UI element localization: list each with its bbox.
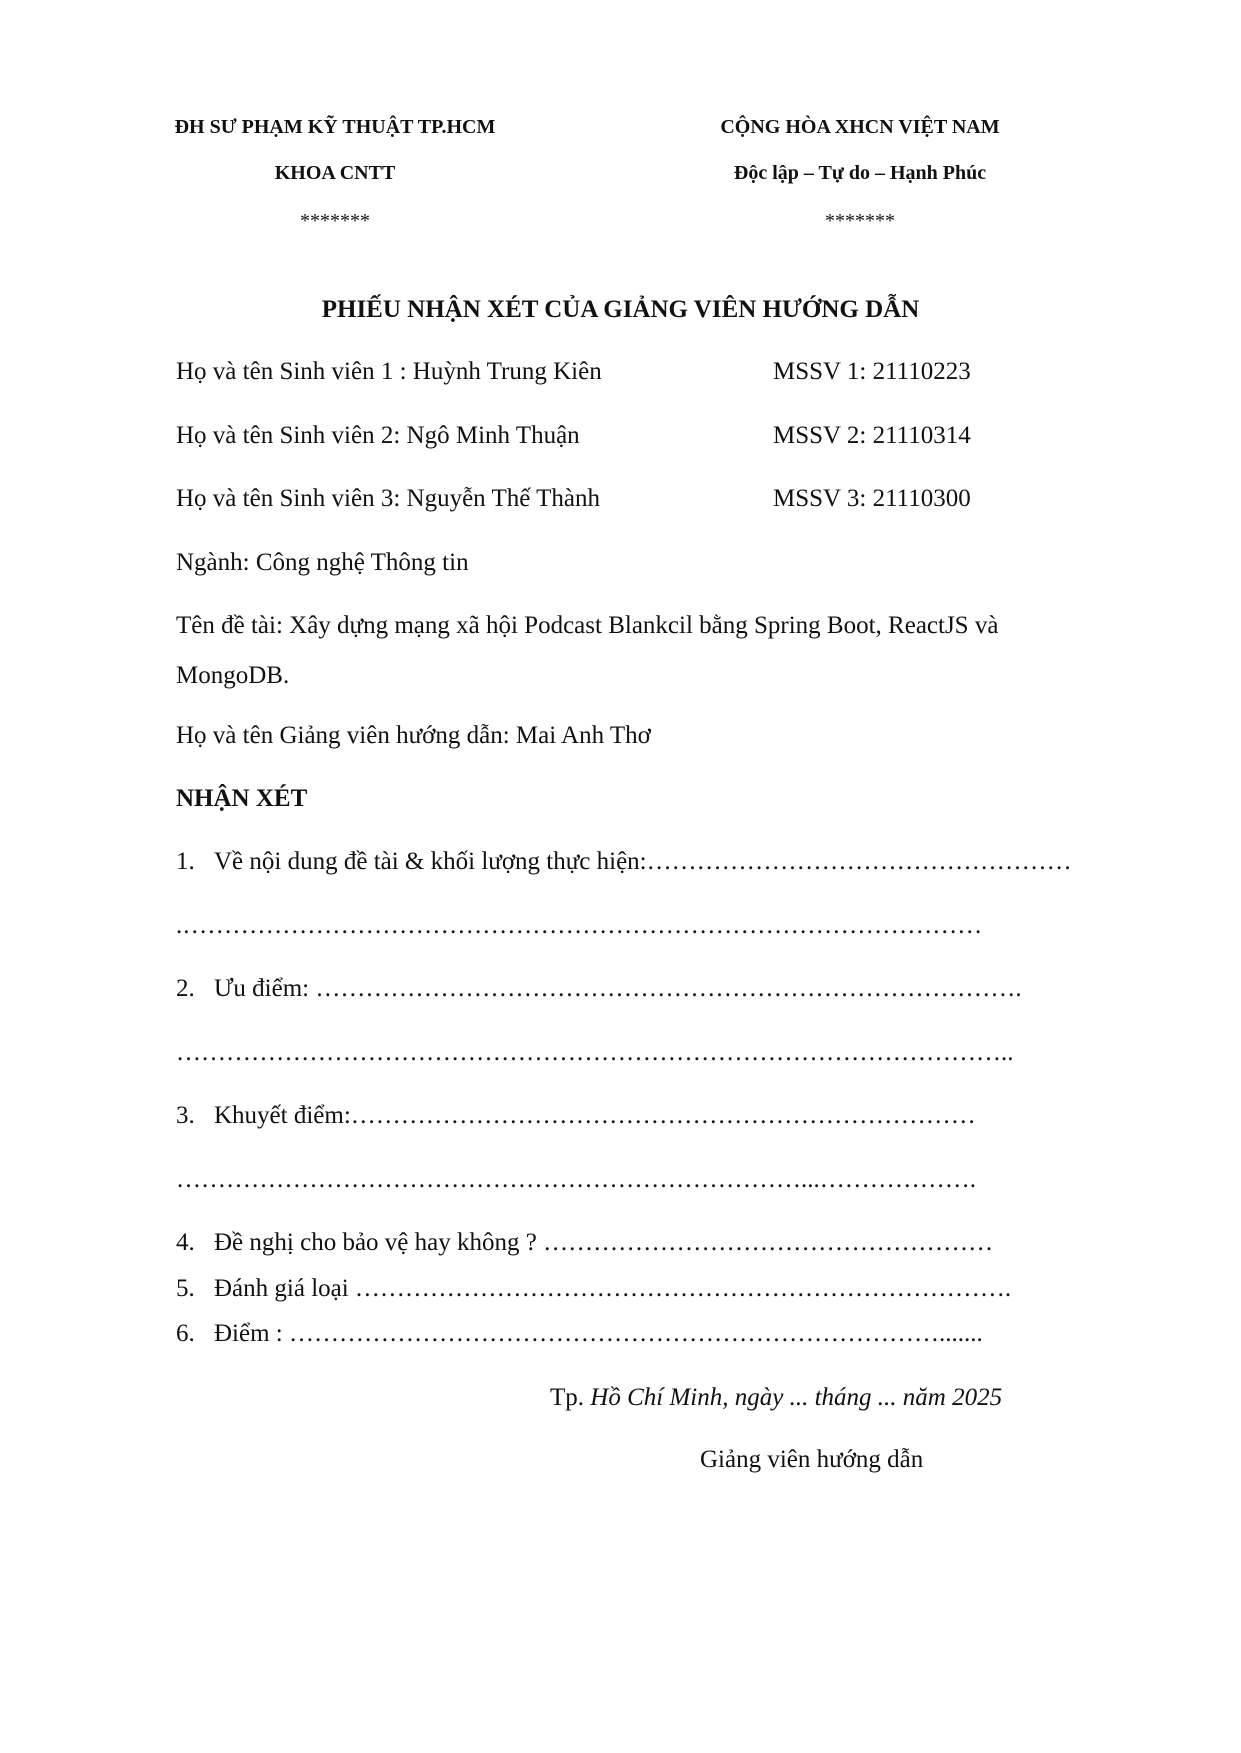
item-6 bbox=[176, 1320, 983, 1348]
signature-label: Giảng viên hướng dẫn bbox=[700, 1446, 924, 1473]
item-5 bbox=[176, 1275, 1011, 1303]
item-2 bbox=[176, 975, 1022, 1003]
item-1 bbox=[176, 848, 1072, 876]
student-3-name: Họ và tên Sinh viên 3: Nguyễn Thế Thành bbox=[176, 485, 601, 512]
item-text: Về nội dung đề tài & khối lượng thực hiện:…………………………………………… bbox=[214, 848, 1072, 875]
student-1-name: Họ và tên Sinh viên 1 : Huỳnh Trung Kiên bbox=[176, 358, 602, 385]
university-name: ĐH SƯ PHẠM KỸ THUẬT TP.HCM bbox=[174, 116, 496, 138]
item-4 bbox=[176, 1229, 993, 1257]
date-text: Hồ Chí Minh, ngày ... tháng ... năm 2025 bbox=[590, 1384, 1003, 1411]
topic-line-2: MongoDB. bbox=[176, 662, 290, 689]
item-text: Khuyết điểm:………………………………………………………………… bbox=[214, 1102, 976, 1129]
national-motto: Độc lập – Tự do – Hạnh Phúc bbox=[733, 162, 987, 184]
faculty-name: KHOA CNTT bbox=[274, 162, 396, 184]
right-decor-stars: ******* bbox=[825, 210, 895, 232]
date-line bbox=[550, 1384, 1002, 1412]
student-2-id: MSSV 2: 21110314 bbox=[773, 422, 971, 449]
form-title: PHIẾU NHẬN XÉT CỦA GIẢNG VIÊN HƯỚNG DẪN bbox=[321, 296, 920, 323]
item-text: Điểm : ……………………………………………………………………....... bbox=[214, 1320, 983, 1347]
item-number: 6. bbox=[176, 1320, 195, 1347]
item-text: ……………………………………………………………………………………….. bbox=[176, 1039, 1014, 1066]
item-text: …………………………………………………………………...………………. bbox=[176, 1166, 976, 1193]
item-number: 4. bbox=[176, 1229, 195, 1256]
item-3-continuation bbox=[176, 1166, 976, 1194]
item-number: 2. bbox=[176, 975, 195, 1002]
item-3 bbox=[176, 1102, 976, 1130]
comments-heading: NHẬN XÉT bbox=[176, 785, 308, 812]
item-text: .…………………………………………………………………………………… bbox=[176, 912, 983, 939]
item-1-continuation bbox=[176, 912, 982, 940]
item-number: 1. bbox=[176, 848, 195, 875]
student-1-id: MSSV 1: 21110223 bbox=[773, 358, 971, 385]
topic-line-1: Tên đề tài: Xây dựng mạng xã hội Podcast Blankcil bằng Spring Boot, ReactJS và bbox=[176, 612, 999, 639]
advisor: Họ và tên Giảng viên hướng dẫn: Mai Anh Thơ bbox=[176, 722, 651, 749]
left-decor-stars: ******* bbox=[300, 210, 370, 232]
item-2-continuation bbox=[176, 1039, 1014, 1067]
student-3-id: MSSV 3: 21110300 bbox=[773, 485, 971, 512]
item-text: Đề nghị cho bảo vệ hay không ? ……………………………………………… bbox=[214, 1229, 994, 1256]
item-number: 3. bbox=[176, 1102, 195, 1129]
item-text: Đánh giá loại ……………………………………………………………………. bbox=[214, 1275, 1012, 1302]
item-number: 5. bbox=[176, 1275, 195, 1302]
major: Ngành: Công nghệ Thông tin bbox=[176, 549, 469, 576]
item-text: Ưu điểm: …………………………………………………………………………. bbox=[214, 975, 1022, 1002]
student-2-name: Họ và tên Sinh viên 2: Ngô Minh Thuận bbox=[176, 422, 580, 449]
date-prefix: Tp. bbox=[550, 1384, 591, 1411]
country-name: CỘNG HÒA XHCN VIỆT NAM bbox=[720, 116, 1000, 138]
